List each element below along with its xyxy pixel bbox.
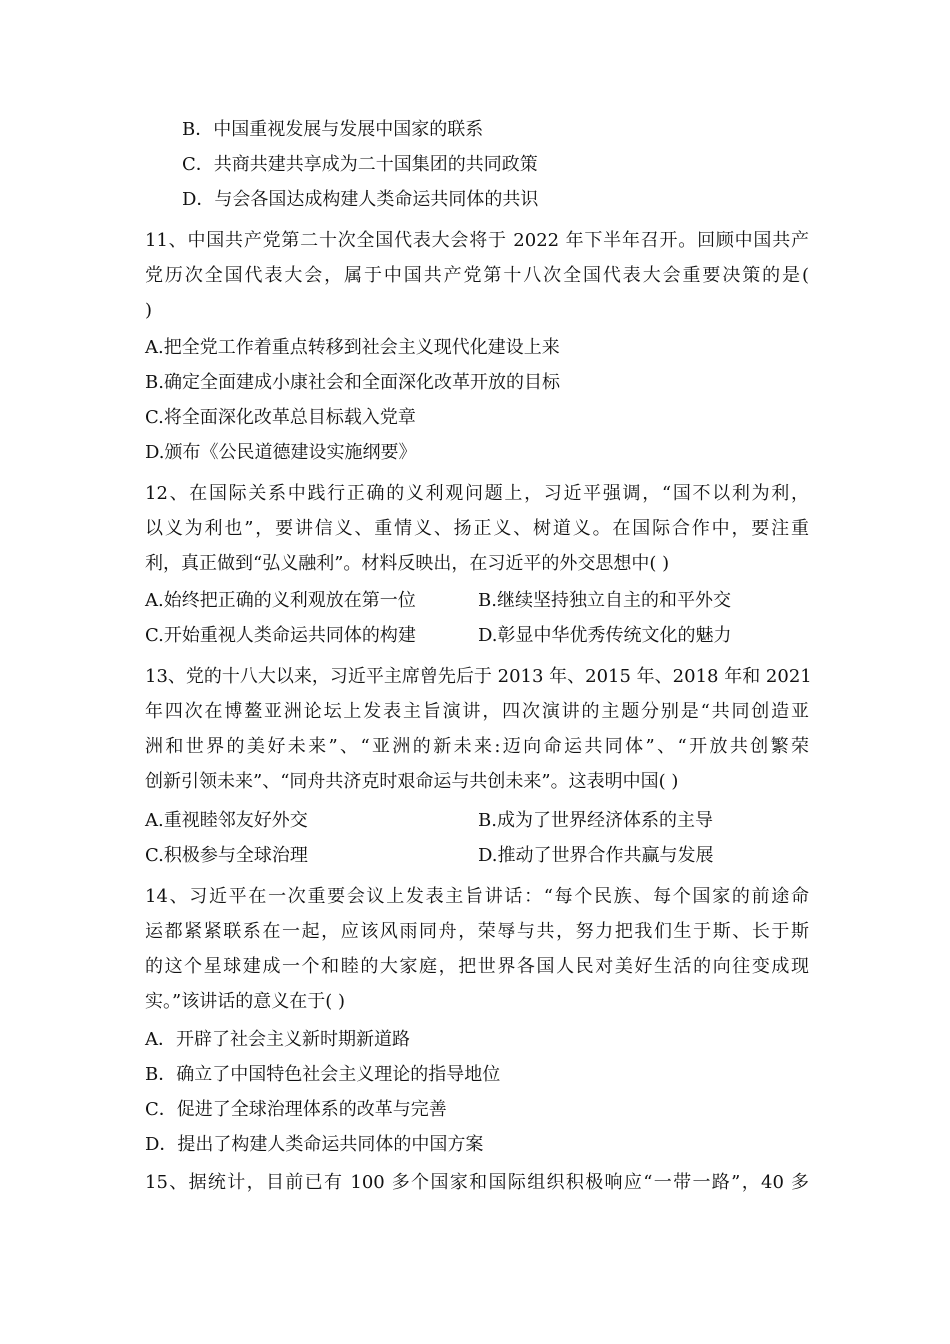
q11-stem-line-3: ) xyxy=(145,300,153,321)
q13-option-b: B.成为了世界经济体系的主导 xyxy=(478,810,713,831)
q11-option-a: A.把全党工作着重点转移到社会主义现代化建设上来 xyxy=(145,337,560,358)
q11-stem-line-1: 11、中国共产党第二十次全国代表大会将于 2022 年下半年召开。回顾中国共产 xyxy=(145,230,809,251)
q12-stem-line-3: 利，真正做到“弘义融利”。材料反映出，在习近平的外交思想中( ) xyxy=(145,553,670,574)
q12-option-b: B.继续坚持独立自主的和平外交 xyxy=(478,590,731,611)
q13-option-d: D.推动了世界合作共赢与发展 xyxy=(478,845,714,866)
q12-option-a: A.始终把正确的义利观放在第一位 xyxy=(145,590,416,611)
q11-option-d: D.颁布《公民道德建设实施纲要》 xyxy=(145,442,417,463)
q12-option-c: C.开始重视人类命运共同体的构建 xyxy=(145,625,416,646)
q11-option-b: B.确定全面建成小康社会和全面深化改革开放的目标 xyxy=(145,372,560,393)
q11-option-c: C.将全面深化改革总目标载入党章 xyxy=(145,407,416,428)
q15-stem-line-1: 15、据统计，目前已有 100 多个国家和国际组织积极响应“一带一路”，40 多 xyxy=(145,1172,809,1193)
q10-option-c: C．共商共建共享成为二十国集团的共同政策 xyxy=(182,154,538,175)
q13-stem-line-3: 洲和世界的美好未来”、“亚洲的新未来:迈向命运共同体”、“开放共创繁荣 xyxy=(145,736,809,757)
q14-stem-line-3: 的这个星球建成一个和睦的大家庭，把世界各国人民对美好生活的向往变成现 xyxy=(145,956,809,977)
q12-stem-line-1: 12、在国际关系中践行正确的义利观问题上，习近平强调，“国不以利为利， xyxy=(145,483,809,504)
q14-option-a: A．开辟了社会主义新时期新道路 xyxy=(145,1029,410,1050)
q13-stem-line-4: 创新引领未来”、“同舟共济克时艰命运与共创未来”。这表明中国( ) xyxy=(145,771,679,792)
q14-option-c: C．促进了全球治理体系的改革与完善 xyxy=(145,1099,447,1120)
q14-option-d: D．提出了构建人类命运共同体的中国方案 xyxy=(145,1134,484,1155)
q13-stem-line-1: 13、党的十八大以来，习近平主席曾先后于 2013 年、2015 年、2018 年和 2021 xyxy=(145,666,812,687)
q13-option-c: C.积极参与全球治理 xyxy=(145,845,308,866)
q14-stem-line-2: 运都紧紧联系在一起，应该风雨同舟，荣辱与共，努力把我们生于斯、长于斯 xyxy=(145,921,809,942)
q14-stem-line-4: 实。”该讲话的意义在于( ) xyxy=(145,991,345,1012)
q10-option-b: B．中国重视发展与发展中国家的联系 xyxy=(182,119,484,140)
q13-stem-line-2: 年四次在博鳌亚洲论坛上发表主旨演讲，四次演讲的主题分别是“共同创造亚 xyxy=(145,701,809,722)
q12-stem-line-2: 以义为利也”，要讲信义、重情义、扬正义、树道义。在国际合作中，要注重 xyxy=(145,518,809,539)
q13-option-a: A.重视睦邻友好外交 xyxy=(145,810,308,831)
q14-option-b: B．确立了中国特色社会主义理论的指导地位 xyxy=(145,1064,501,1085)
q10-option-d: D．与会各国达成构建人类命运共同体的共识 xyxy=(182,189,539,210)
q12-option-d: D.彰显中华优秀传统文化的魅力 xyxy=(478,625,732,646)
q11-stem-line-2: 党历次全国代表大会，属于中国共产党第十八次全国代表大会重要决策的是( xyxy=(145,265,809,286)
q14-stem-line-1: 14、习近平在一次重要会议上发表主旨讲话：“每个民族、每个国家的前途命 xyxy=(145,886,809,907)
